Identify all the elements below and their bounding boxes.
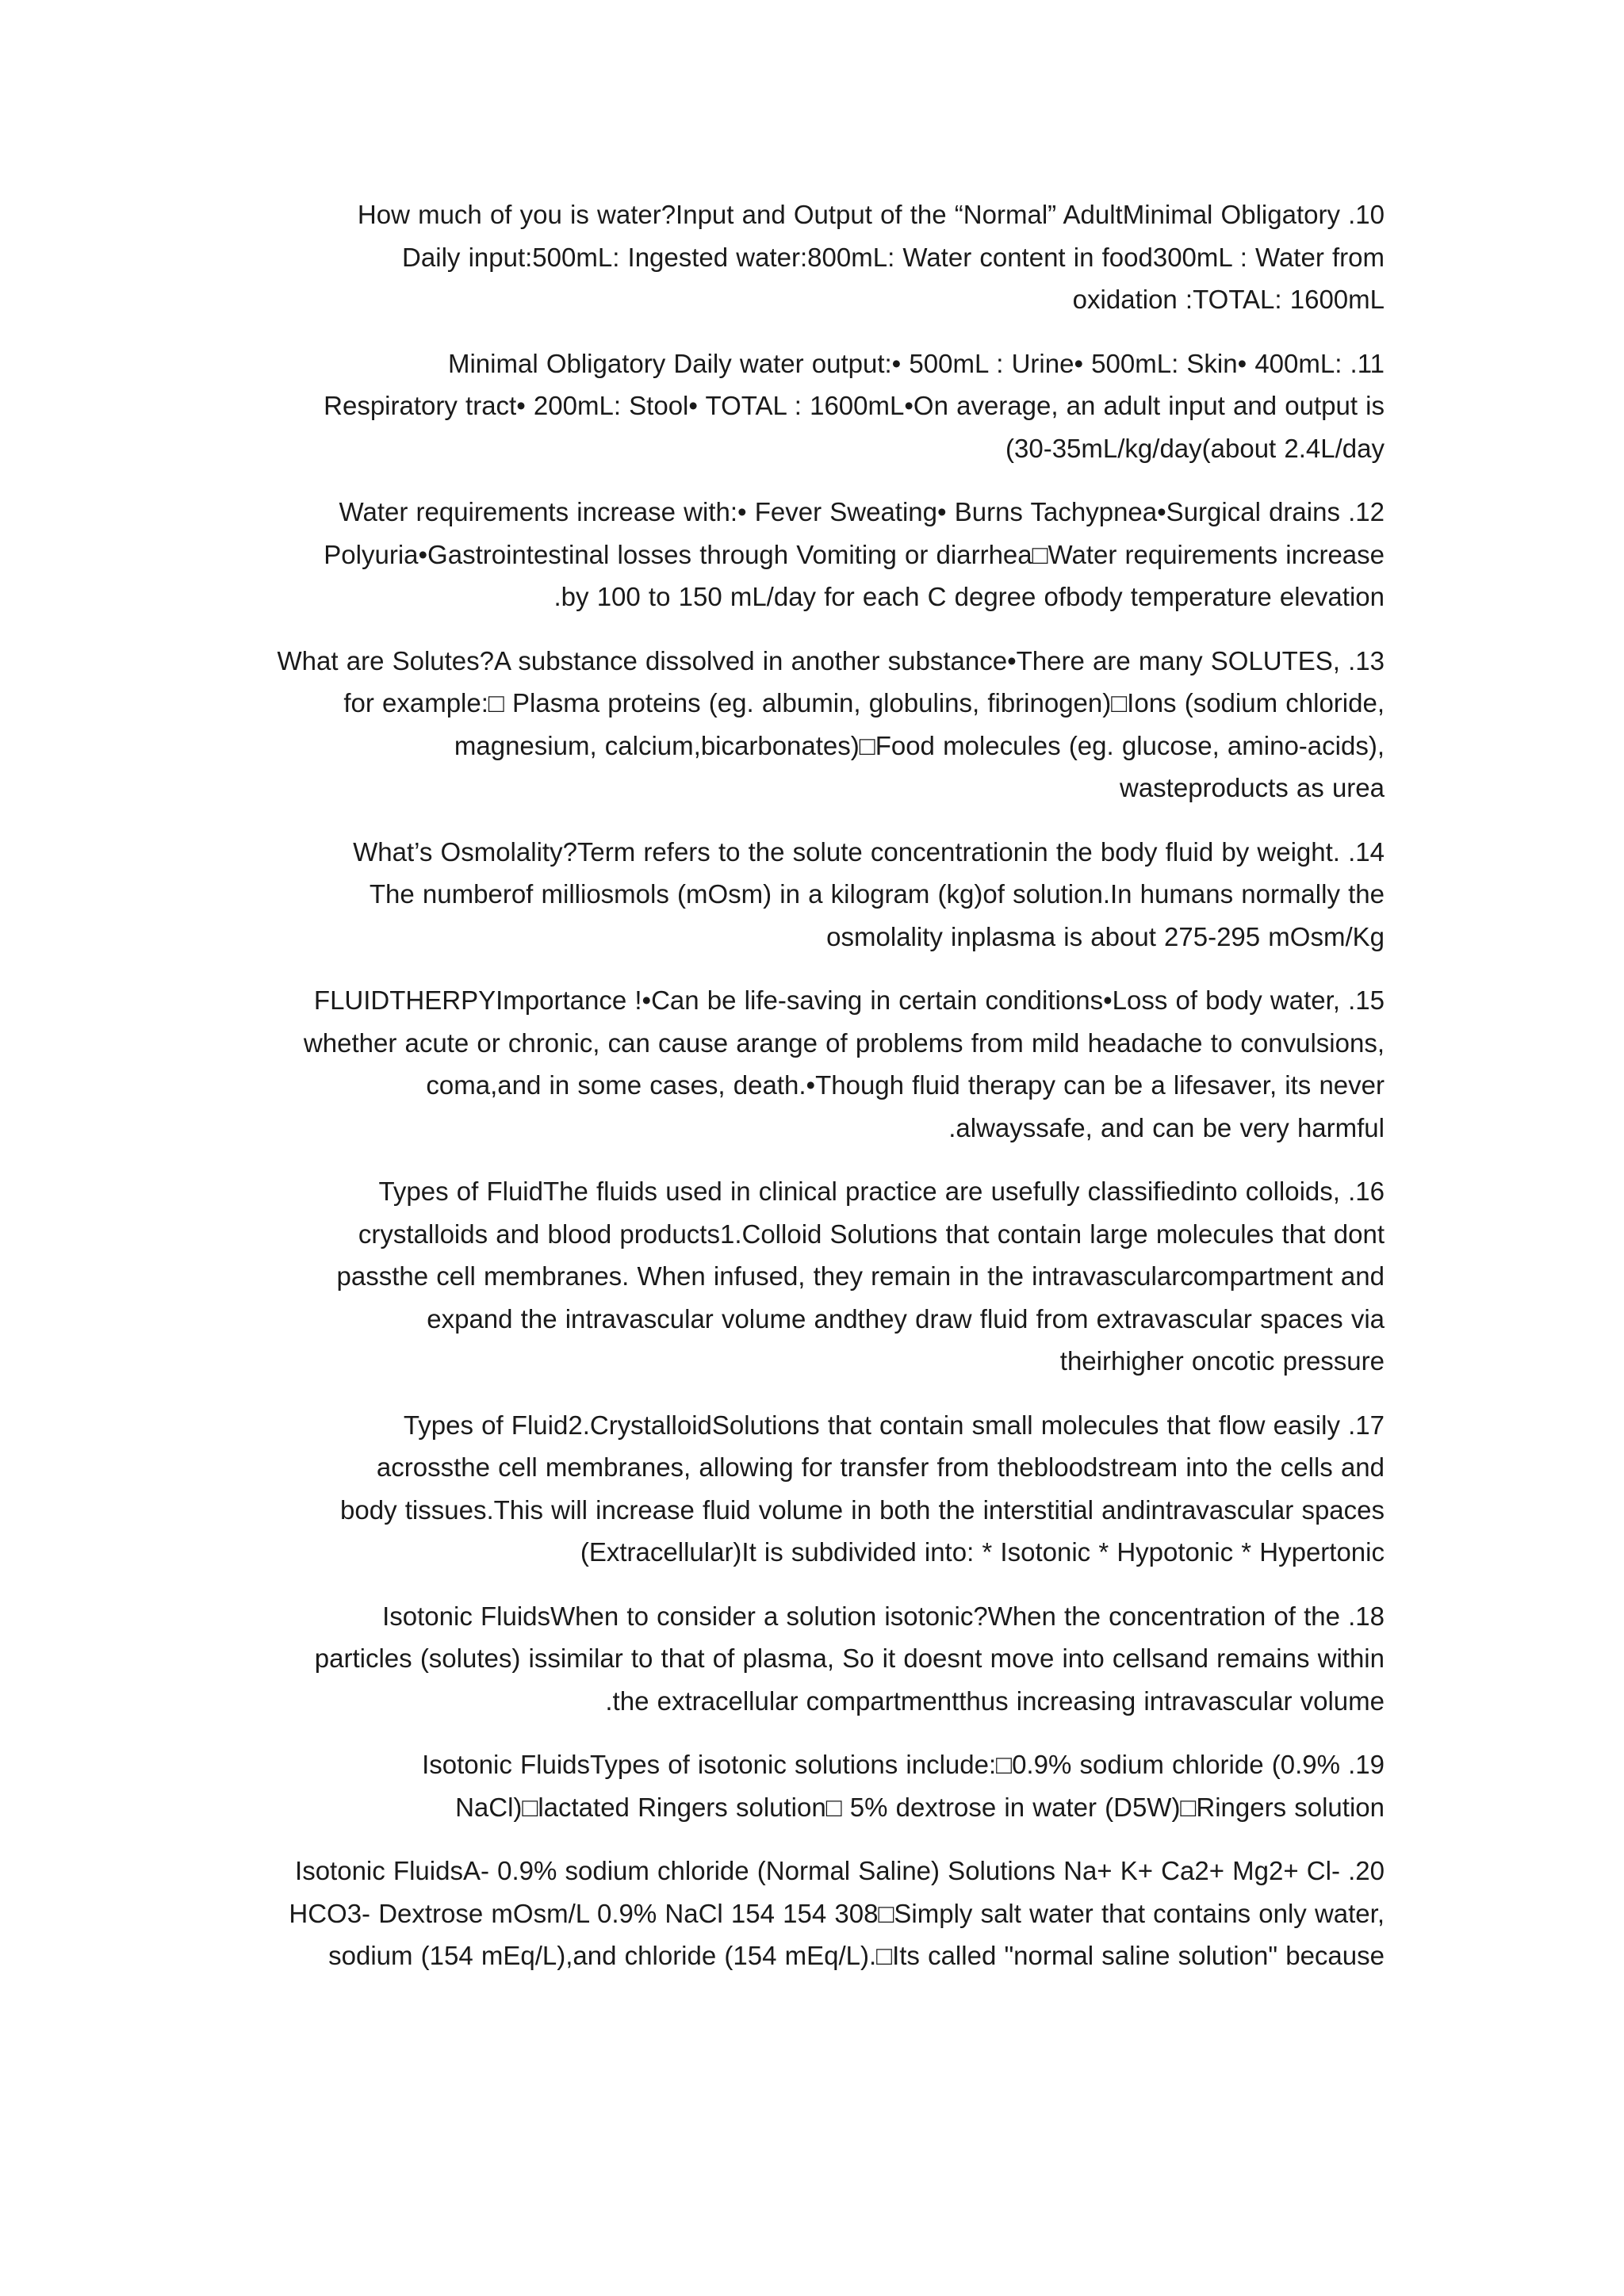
text-line: HCO3- Dextrose mOsm/L 0.9% NaCl 154 154 308□Simply salt water that contains only water, <box>289 1898 1385 1928</box>
text-line: (Extracellular)It is subdivided into: * Isotonic * Hypotonic * Hypertonic <box>580 1537 1385 1567</box>
text-line: What are Solutes?A substance dissolved in another substance•There are many SOLUTES, .13 <box>277 645 1385 675</box>
text-line: wasteproducts as urea <box>1119 773 1385 802</box>
text-line: .alwayssafe, and can be very harmful <box>948 1112 1385 1142</box>
text-line: osmolality inplasma is about 275-295 mOsm/Kg <box>826 921 1385 951</box>
text-line: crystalloids and blood products1.Colloid Solutions that contain large molecules that dont <box>358 1219 1385 1249</box>
text-line: oxidation :TOTAL: 1600mL <box>1072 285 1385 314</box>
text-line: acrossthe cell membranes, allowing for transfer from thebloodstream into the cells and <box>376 1452 1385 1482</box>
text-line: magnesium, calcium,bicarbonates)□Food molecules (eg. glucose, amino-acids), <box>454 730 1385 760</box>
paragraph-12 <box>238 491 1385 618</box>
text-line: Daily input:500mL: Ingested water:800mL: Water content in food300mL : Water from <box>402 242 1385 272</box>
text-line: Water requirements increase with:• Fever Sweating• Burns Tachypnea•Surgical drains .12 <box>339 497 1385 526</box>
text-line: particles (solutes) issimilar to that of plasma, So it doesnt move into cellsand remains within <box>314 1644 1385 1673</box>
paragraph-14 <box>238 831 1385 959</box>
text-line: The numberof milliosmols (mOsm) in a kilogram (kg)of solution.In humans normally the <box>369 879 1385 909</box>
text-line: body tissues.This will increase fluid volume in both the interstitial andintravascular spaces <box>340 1494 1385 1525</box>
text-line: FLUIDTHERPYImportance !•Can be life-saving in certain conditions•Loss of body water, .15 <box>313 985 1385 1015</box>
text-line: whether acute or chronic, can cause arange of problems from mild headache to convulsions, <box>303 1027 1385 1058</box>
text-line: NaCl)□lactated Ringers solution□ 5% dextrose in water (D5W)□Ringers solution <box>455 1792 1385 1822</box>
text-line: How much of you is water?Input and Output of the “Normal” AdultMinimal Obligatory .10 <box>357 200 1385 229</box>
paragraph-11 <box>238 342 1385 470</box>
paragraph-10 <box>238 193 1385 321</box>
text-line: Polyuria•Gastrointestinal losses through Vomiting or diarrhea□Water requirements increase <box>324 539 1385 569</box>
text-line: (30-35mL/kg/day(about 2.4L/day <box>1005 433 1385 463</box>
paragraph-20 <box>238 1850 1385 1977</box>
paragraph-19 <box>238 1743 1385 1828</box>
text-line: sodium (154 mEq/L),and chloride (154 mEq/L).□Its called "normal saline solution" because <box>328 1941 1385 1970</box>
text-line: Types of FluidThe fluids used in clinical practice are usefully classifiedinto colloids, .16 <box>378 1177 1385 1206</box>
text-line: Minimal Obligatory Daily water output:• 500mL : Urine• 500mL: Skin• 400mL: .11 <box>447 348 1385 378</box>
text-line: theirhigher oncotic pressure <box>1059 1346 1385 1376</box>
text-line: Types of Fluid2.CrystalloidSolutions that contain small molecules that flow easily .17 <box>403 1410 1385 1440</box>
text-line: .by 100 to 150 mL/day for each C degree ofbody temperature elevation <box>553 582 1385 611</box>
document-body <box>238 193 1385 1999</box>
paragraph-13 <box>238 640 1385 809</box>
paragraph-17 <box>238 1404 1385 1574</box>
paragraph-18 <box>238 1595 1385 1723</box>
text-line: Isotonic FluidsTypes of isotonic solutions include:□0.9% sodium chloride (0.9% .19 <box>422 1750 1385 1779</box>
text-line: passthe cell membranes. When infused, they remain in the intravascularcompartment and <box>336 1261 1385 1291</box>
text-line: expand the intravascular volume andthey draw fluid from extravascular spaces via <box>427 1303 1385 1334</box>
text-line: Isotonic FluidsA- 0.9% sodium chloride (Normal Saline) Solutions Na+ K+ Ca2+ Mg2+ Cl- .20 <box>295 1856 1385 1885</box>
text-line: What’s Osmolality?Term refers to the solute concentrationin the body fluid by weight. .14 <box>353 836 1385 867</box>
paragraph-15 <box>238 979 1385 1149</box>
text-line: for example:□ Plasma proteins (eg. albumin, globulins, fibrinogen)□Ions (sodium chloride, <box>343 688 1385 718</box>
text-line: coma,and in some cases, death.•Though fluid therapy can be a lifesaver, its never <box>426 1070 1385 1100</box>
text-line: Respiratory tract• 200mL: Stool• TOTAL : 1600mL•On average, an adult input and output is <box>324 391 1385 420</box>
text-line: .the extracellular compartmentthus increasing intravascular volume <box>605 1686 1385 1716</box>
paragraph-16 <box>238 1170 1385 1383</box>
text-line: Isotonic FluidsWhen to consider a solution isotonic?When the concentration of the .18 <box>382 1601 1385 1631</box>
